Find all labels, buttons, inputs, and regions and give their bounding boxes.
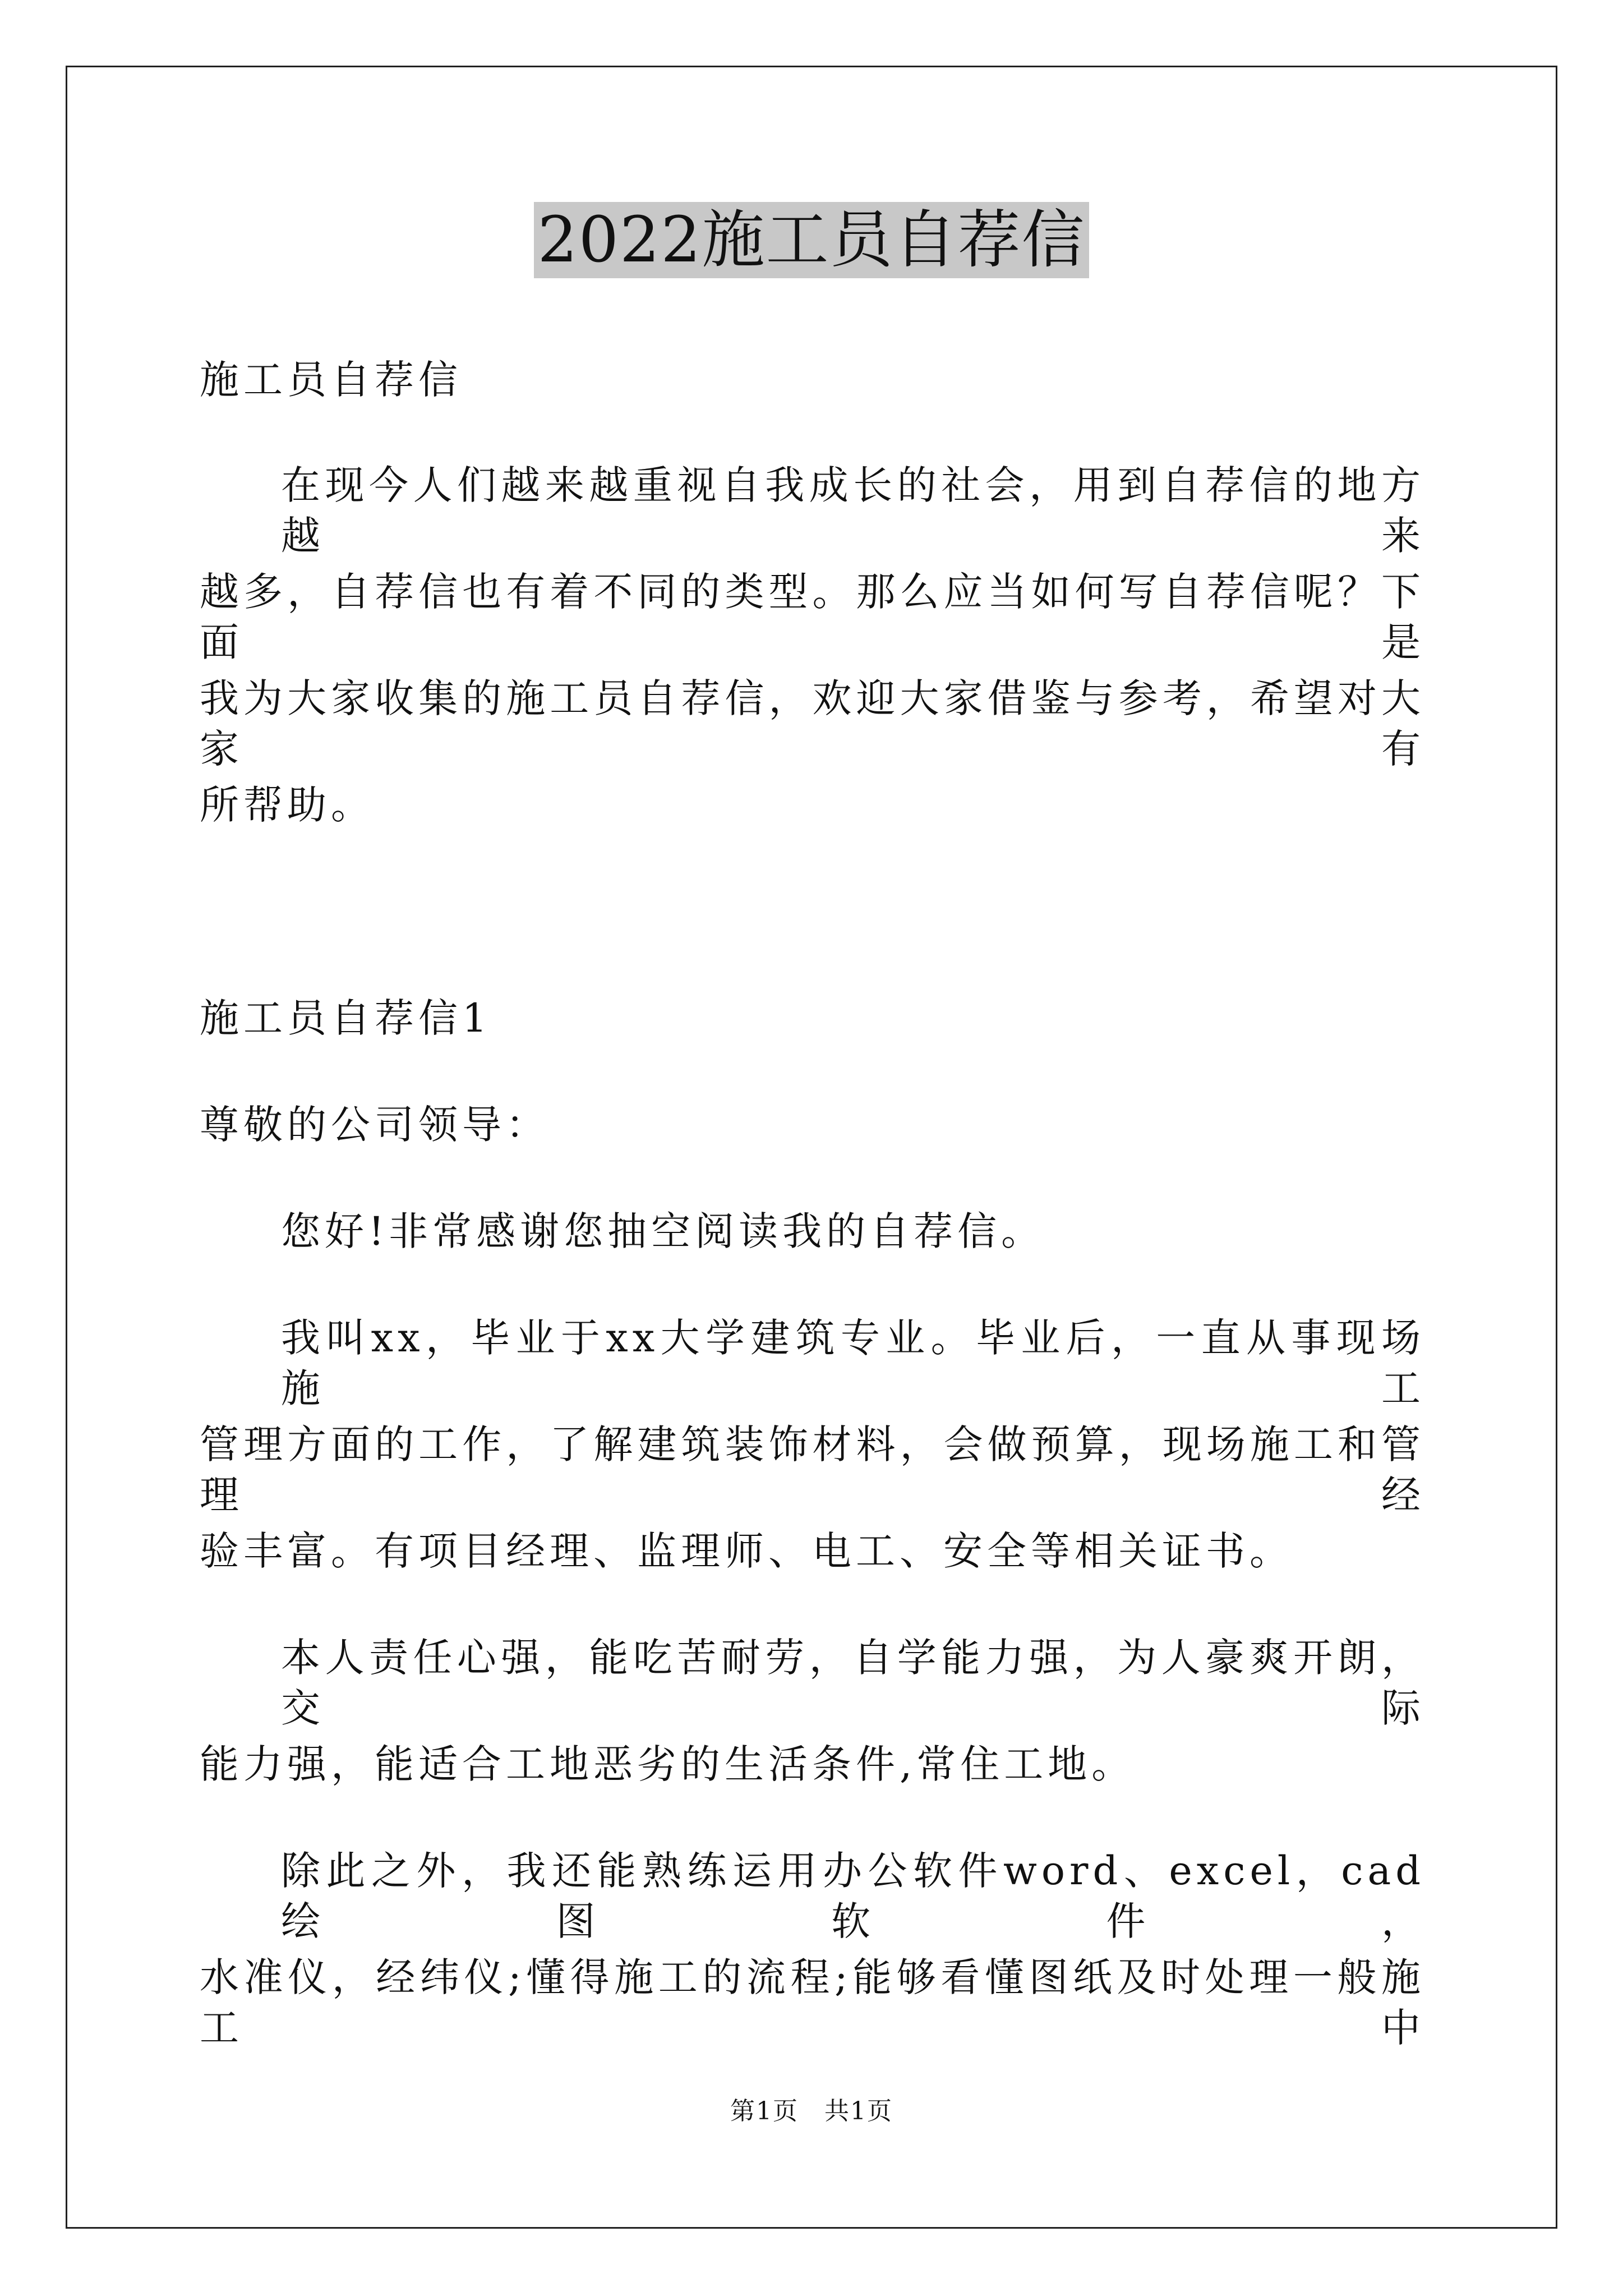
title-container: [0, 202, 1623, 278]
paragraph-line: 我为大家收集的施工员自荐信，欢迎大家借鉴与参考，希望对大家有: [200, 675, 1425, 772]
page-number: 第1页 共1页: [730, 2097, 893, 2125]
paragraph-line: 管理方面的工作，了解建筑装饰材料，会做预算，现场施工和管理经: [200, 1421, 1425, 1518]
paragraph-line: 水准仪，经纬仪;懂得施工的流程;能够看懂图纸及时处理一般施工中: [200, 1954, 1425, 2051]
paragraph-line: 本人责任心强，能吃苦耐劳，自学能力强，为人豪爽开朗，交际: [281, 1635, 1425, 1731]
paragraph-line: 除此之外，我还能熟练运用办公软件word、excel，cad绘图软件，: [281, 1848, 1425, 1944]
salutation: 尊敬的公司领导：: [200, 1102, 550, 1148]
paragraph-line: 您好!非常感谢您抽空阅读我的自荐信。: [281, 1208, 1045, 1254]
document-title: 2022施工员自荐信: [534, 202, 1089, 278]
paragraph-line: 在现今人们越来越重视自我成长的社会，用到自荐信的地方越来: [281, 462, 1425, 559]
paragraph-line: 能力强，能适合工地恶劣的生活条件,常住工地。: [200, 1741, 1136, 1787]
letter-heading: 施工员自荐信1: [200, 995, 492, 1041]
section-heading: 施工员自荐信: [200, 357, 462, 403]
paragraph-line: 所帮助。: [200, 782, 375, 828]
paragraph-line: 越多，自荐信也有着不同的类型。那么应当如何写自荐信呢？下面是: [200, 569, 1425, 665]
paragraph-line: 验丰富。有项目经理、监理师、电工、安全等相关证书。: [200, 1528, 1293, 1574]
paragraph-line: 我叫xx，毕业于xx大学建筑专业。毕业后，一直从事现场施工: [281, 1315, 1425, 1411]
